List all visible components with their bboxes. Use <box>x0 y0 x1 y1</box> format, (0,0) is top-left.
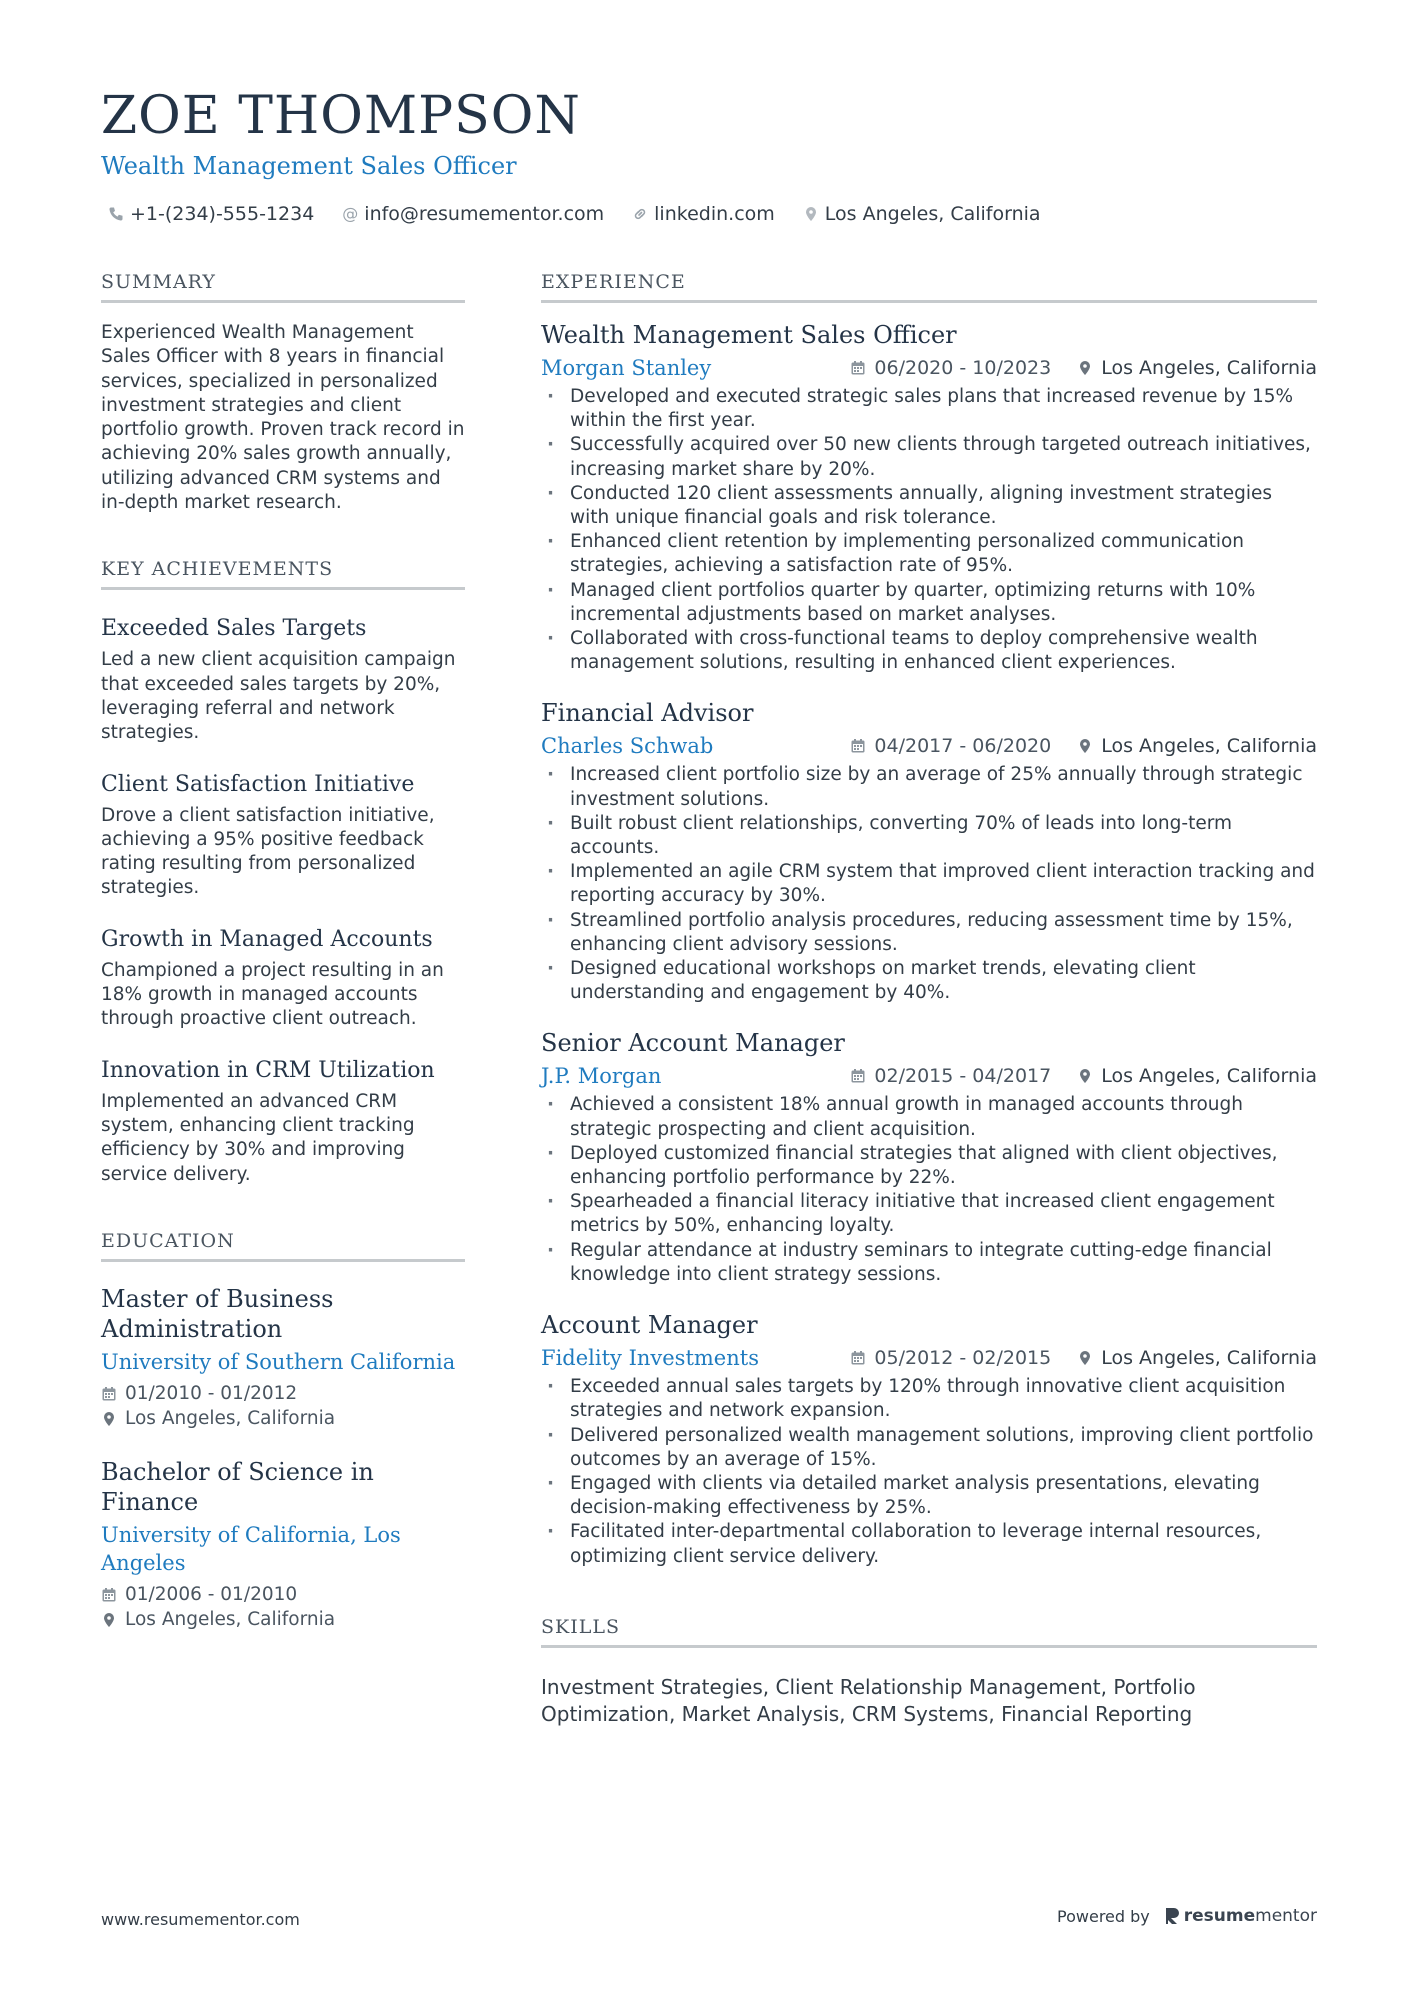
contact-location <box>803 200 1041 228</box>
calendar-icon <box>850 1068 866 1084</box>
email-text: info@resumementor.com <box>364 203 605 225</box>
achievement-item <box>101 1056 465 1187</box>
bullet-item: · Developed and executed strategic sales plans that increased revenue by 15% within the first year. <box>541 385 1317 433</box>
contact-linkedin[interactable] <box>632 200 775 228</box>
job-location-text: Los Angeles, California <box>1101 1347 1317 1370</box>
job-title: Account Manager <box>541 1311 758 1340</box>
map-pin-icon <box>1077 360 1093 376</box>
education-location <box>101 1407 465 1431</box>
contact-phone[interactable] <box>108 200 314 228</box>
job-dates-text: 05/2012 - 02/2015 <box>874 1347 1052 1370</box>
job-location-text: Los Angeles, California <box>1101 357 1317 379</box>
education-degree: Master of Business Administration <box>101 1284 334 1343</box>
job-meta-line <box>541 1343 1317 1373</box>
education-school: University of Southern California <box>101 1349 456 1374</box>
job-location <box>1077 1344 1317 1372</box>
achievement-text: Implemented an advanced CRM system, enhancing client tracking efficiency by 30% and improving service delivery. <box>101 1090 415 1185</box>
map-pin-icon <box>101 1411 117 1427</box>
job-location <box>1077 354 1317 382</box>
bullet-item: · Collaborated with cross-functional teams to deploy comprehensive wealth management solutions, resulting in enhanced client experiences. <box>541 627 1317 675</box>
map-pin-icon <box>1077 738 1093 754</box>
job-meta-line <box>541 353 1317 383</box>
job-meta <box>850 732 1317 760</box>
job-dates <box>850 1344 1051 1372</box>
bullet-item: · Designed educational workshops on market trends, elevating client understanding and engagement by 40%. <box>541 957 1317 1005</box>
bullet-item: · Built robust client relationships, converting 70% of leads into long-term accounts. <box>541 812 1317 860</box>
education-location <box>101 1608 465 1632</box>
job-location <box>1077 732 1317 760</box>
education-dates-text: 01/2010 - 01/2012 <box>125 1382 298 1404</box>
job-entry <box>541 319 1317 675</box>
map-pin-icon <box>1077 1068 1093 1084</box>
job-company: Fidelity Investments <box>541 1346 759 1371</box>
job-entry <box>541 697 1317 1005</box>
contact-bar <box>108 200 1041 228</box>
bullet-item: · Streamlined portfolio analysis procedures, reducing assessment time by 15%, enhancing client advisory sessions. <box>541 909 1317 957</box>
left-column <box>101 270 465 1632</box>
job-dates <box>850 1062 1051 1090</box>
education-dates <box>101 1583 465 1607</box>
calendar-icon <box>850 738 866 754</box>
job-bullets <box>541 1093 1317 1287</box>
bullet-item: · Deployed customized financial strategies that aligned with client objectives, enhancing portfolio performance by 22%. <box>541 1142 1317 1190</box>
job-meta-line <box>541 1061 1317 1091</box>
job-location-text: Los Angeles, California <box>1101 735 1317 758</box>
achievement-title: Growth in Managed Accounts <box>101 926 433 952</box>
bullet-item: · Implemented an agile CRM system that improved client interaction tracking and reporting accuracy by 30%. <box>541 860 1317 908</box>
job-meta <box>850 354 1317 382</box>
candidate-name: ZOE THOMPSON <box>101 86 581 146</box>
achievement-title: Innovation in CRM Utilization <box>101 1057 435 1083</box>
candidate-role: Wealth Management Sales Officer <box>101 152 517 180</box>
calendar-icon <box>850 1350 866 1366</box>
achievements-section <box>101 557 465 1186</box>
linkedin-text: linkedin.com <box>654 203 775 225</box>
map-pin-icon <box>1077 1350 1093 1366</box>
bullet-item: · Achieved a consistent 18% annual growth in managed accounts through strategic prospecting and client acquisition. <box>541 1093 1317 1141</box>
job-entry <box>541 1309 1317 1569</box>
education-section <box>101 1229 465 1632</box>
location-text: Los Angeles, California <box>824 203 1041 225</box>
education-location-text: Los Angeles, California <box>125 1608 336 1630</box>
footer-powered-by[interactable] <box>1057 1906 1317 1926</box>
achievement-item <box>101 614 465 745</box>
job-location-text: Los Angeles, California <box>1101 1065 1317 1088</box>
job-bullets <box>541 385 1317 675</box>
summary-section <box>101 270 465 515</box>
education-school: University of California, Los Angeles <box>101 1522 401 1575</box>
map-pin-icon <box>803 206 819 222</box>
bullet-item: · Conducted 120 client assessments annually, aligning investment strategies with unique financial goals and risk tolerance. <box>541 482 1317 530</box>
bullet-item: · Successfully acquired over 50 new clients through targeted outreach initiatives, increasing market share by 20%. <box>541 433 1317 481</box>
job-dates-text: 06/2020 - 10/2023 <box>874 357 1052 379</box>
bullet-item: · Engaged with clients via detailed market analysis presentations, elevating decision-making effectiveness by 25%. <box>541 1472 1317 1520</box>
achievement-text: Championed a project resulting in an 18% growth in managed accounts through proactive client outreach. <box>101 959 444 1030</box>
map-pin-icon <box>101 1612 117 1628</box>
education-item <box>101 1457 465 1632</box>
phone-text: +1-(234)-555-1234 <box>130 203 315 225</box>
job-entry <box>541 1027 1317 1287</box>
calendar-icon <box>101 1386 117 1402</box>
section-heading-summary: SUMMARY <box>101 270 465 303</box>
at-icon: @ <box>342 204 359 223</box>
skills-section <box>541 1615 1317 1728</box>
education-item <box>101 1284 465 1431</box>
bullet-item: · Delivered personalized wealth management solutions, improving client portfolio outcomes by an average of 15%. <box>541 1424 1317 1472</box>
bullet-item: · Increased client portfolio size by an average of 25% annually through strategic investment solutions. <box>541 763 1317 811</box>
achievement-title: Exceeded Sales Targets <box>101 616 367 642</box>
bullet-item: · Managed client portfolios quarter by quarter, optimizing returns with 10% incremental adjustments based on market analyses. <box>541 579 1317 627</box>
contact-email[interactable] <box>342 200 604 228</box>
brand-name-light: mentor <box>1255 1906 1317 1926</box>
powered-by-label: Powered by <box>1057 1906 1150 1926</box>
footer-website[interactable]: www.resumementor.com <box>101 1910 300 1929</box>
achievement-text: Led a new client acquisition campaign that exceeded sales targets by 20%, leveraging referral and network strategies. <box>101 649 456 744</box>
job-title: Wealth Management Sales Officer <box>541 321 957 349</box>
bullet-item: · Exceeded annual sales targets by 120% through innovative client acquisition strategies and network expansion. <box>541 1375 1317 1423</box>
job-title: Financial Advisor <box>541 699 754 728</box>
section-heading-achievements: KEY ACHIEVEMENTS <box>101 557 465 590</box>
skills-text: Investment Strategies, Client Relationship Management, Portfolio Optimization, Market Analysis, CRM Systems, Financial Reporting <box>541 1674 1196 1726</box>
job-bullets <box>541 1375 1317 1569</box>
job-dates <box>850 732 1051 760</box>
achievement-item <box>101 925 465 1032</box>
job-bullets <box>541 763 1317 1005</box>
achievement-item <box>101 770 465 901</box>
right-column <box>541 270 1317 1728</box>
bullet-item: · Enhanced client retention by implementing personalized communication strategies, achieving a satisfaction rate of 95%. <box>541 530 1317 578</box>
bullet-item: · Regular attendance at industry seminars to integrate cutting-edge financial knowledge into client strategy sessions. <box>541 1239 1317 1287</box>
section-heading-education: EDUCATION <box>101 1229 465 1262</box>
calendar-icon <box>850 360 866 376</box>
summary-text: Experienced Wealth Management Sales Officer with 8 years in financial services, specialized in personalized investment strategies and client portfolio growth. Proven track record in achieving 20% sales growth annually, utilizing advanced CRM systems and in-depth market research. <box>101 322 465 514</box>
achievement-title: Client Satisfaction Initiative <box>101 771 415 797</box>
job-dates-text: 02/2015 - 04/2017 <box>874 1065 1052 1088</box>
job-dates-text: 04/2017 - 06/2020 <box>874 735 1052 758</box>
achievement-text: Drove a client satisfaction initiative, achieving a 95% positive feedback rating resulting from personalized strategies. <box>101 804 435 899</box>
job-location <box>1077 1062 1317 1090</box>
education-dates-text: 01/2006 - 01/2010 <box>125 1583 298 1605</box>
bullet-item: · Spearheaded a financial literacy initiative that increased client engagement metrics by 50%, enhancing loyalty. <box>541 1190 1317 1238</box>
brand-logo <box>1164 1906 1317 1926</box>
job-company: J.P. Morgan <box>541 1064 662 1089</box>
bullet-item: · Facilitated inter-departmental collaboration to leverage internal resources, optimizing client service delivery. <box>541 1520 1317 1568</box>
education-location-text: Los Angeles, California <box>125 1407 336 1429</box>
education-degree: Bachelor of Science in Finance <box>101 1457 374 1516</box>
job-meta <box>850 1062 1317 1090</box>
brand-mark-icon <box>1164 1906 1180 1926</box>
job-dates <box>850 354 1051 382</box>
job-meta <box>850 1344 1317 1372</box>
education-dates <box>101 1382 465 1406</box>
link-icon <box>632 206 648 222</box>
job-title: Senior Account Manager <box>541 1029 845 1058</box>
phone-icon <box>108 206 124 222</box>
brand-name-bold: resume <box>1183 1906 1256 1926</box>
job-company: Morgan Stanley <box>541 356 712 380</box>
job-company: Charles Schwab <box>541 734 714 759</box>
section-heading-experience: EXPERIENCE <box>541 270 1317 303</box>
job-meta-line <box>541 731 1317 761</box>
calendar-icon <box>101 1587 117 1603</box>
section-heading-skills: SKILLS <box>541 1615 1317 1648</box>
